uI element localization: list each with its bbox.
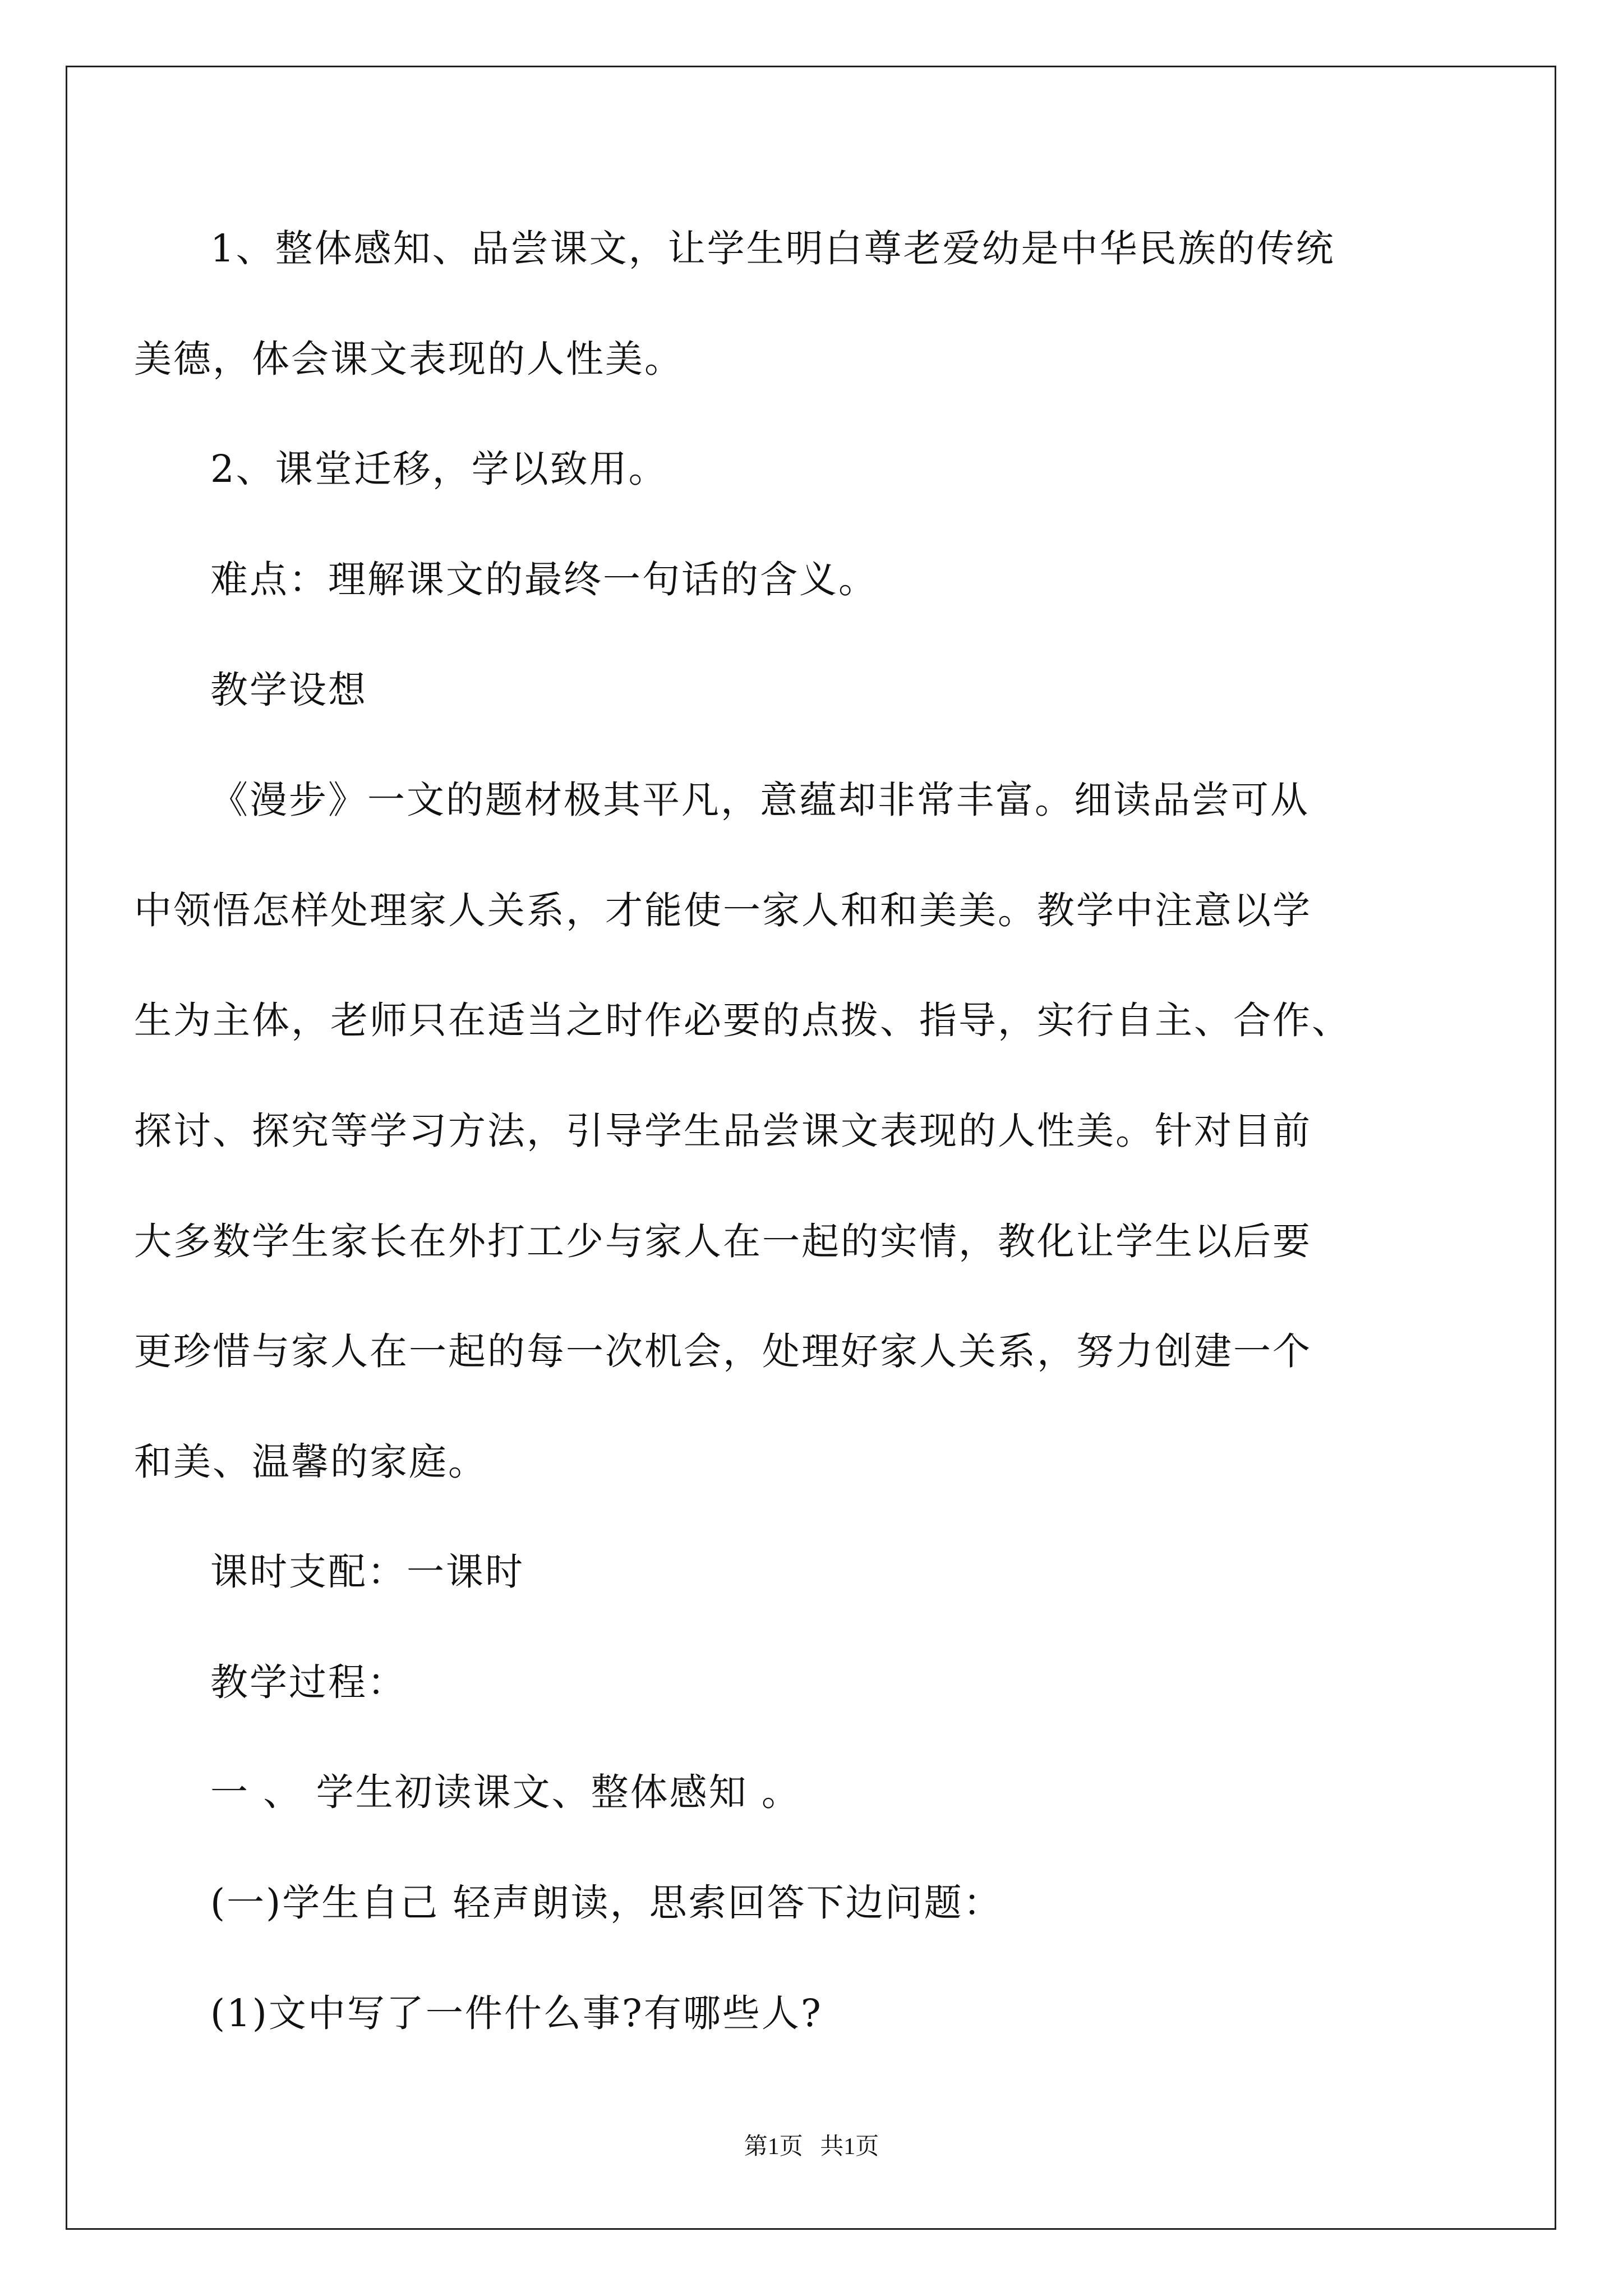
paragraph-line: (一)学生自己 轻声朗读，思索回答下边问题： — [210, 1881, 1003, 1925]
paragraph-line: 难点：理解课文的最终一句话的含义。 — [210, 558, 878, 601]
section-heading: 教学设想 — [210, 668, 367, 712]
page-number: 第1页 — [744, 2134, 803, 2160]
paragraph-line: 中领悟怎样处理家人关系，才能使一家人和和美美。教学中注意以学 — [134, 889, 1312, 932]
paragraph-line: 2、课堂迁移，学以致用。 — [210, 447, 668, 491]
paragraph-line: 大多数学生家长在外打工少与家人在一起的实情，教化让学生以后要 — [134, 1220, 1312, 1263]
paragraph-line: 探讨、探究等学习方法，引导学生品尝课文表现的人性美。针对目前 — [134, 1109, 1312, 1153]
paragraph-line: 《漫步》一文的题材极其平凡，意蕴却非常丰富。细读品尝可从 — [210, 778, 1310, 822]
paragraph-line: 生为主体，老师只在适当之时作必要的点拨、指导，实行自主、合作、 — [134, 999, 1351, 1042]
paragraph-line: 和美、温馨的家庭。 — [134, 1440, 487, 1484]
page-footer — [0, 2135, 1623, 2159]
paragraph-line: 1、整体感知、品尝课文，让学生明白尊老爱幼是中华民族的传统 — [210, 227, 1335, 270]
paragraph-line: 一 、 学生初读课文、整体感知 。 — [210, 1770, 801, 1814]
paragraph-line: 课时支配：一课时 — [210, 1550, 524, 1594]
page-total: 共1页 — [820, 2134, 879, 2160]
paragraph-line: 美德，体会课文表现的人性美。 — [134, 337, 684, 381]
paragraph-line: 更珍惜与家人在一起的每一次机会，处理好家人关系，努力创建一个 — [134, 1329, 1312, 1373]
paragraph-line: (1)文中写了一件什么事?有哪些人? — [210, 1991, 823, 2035]
section-heading: 教学过程： — [210, 1660, 407, 1704]
